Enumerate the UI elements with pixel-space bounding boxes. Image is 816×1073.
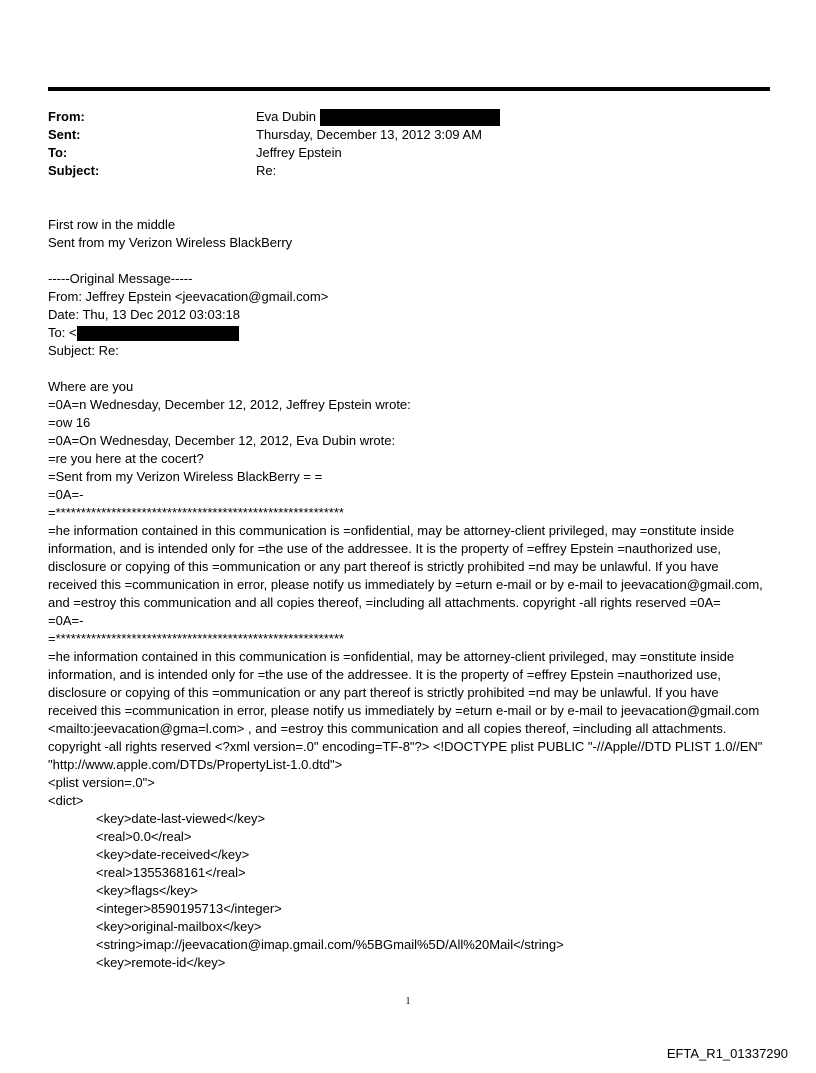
original-from: From: Jeffrey Epstein <jeevacation@gmail.com> <box>48 289 329 304</box>
thread-line: =0A=On Wednesday, December 12, 2012, Eva Dubin wrote: <box>48 433 396 448</box>
plist-line: <key>original-mailbox</key> <box>96 919 262 934</box>
redaction-box <box>320 109 500 126</box>
plist-line: <key>remote-id</key> <box>96 955 226 970</box>
thread-line: =ow 16 <box>48 415 91 430</box>
plist-open: <plist version=.0"> <box>48 775 155 790</box>
thread-line: =0A=n Wednesday, December 12, 2012, Jeffrey Epstein wrote: <box>48 397 411 412</box>
email-body <box>48 216 770 972</box>
plist-line: <integer>8590195713</integer> <box>96 901 282 916</box>
reply-signature: Sent from my Verizon Wireless BlackBerry <box>48 235 293 250</box>
sent-value: Thursday, December 13, 2012 3:09 AM <box>256 127 482 142</box>
dict-open: <dict> <box>48 793 84 808</box>
disclaimer-paragraph: =he information contained in this communication is =onfidential, may be attorney-client privileged, may =onstitute inside information, and is intended only for =the use of the addressee. It is the property of =effrey Epstein =nauthorized use, disclosure or copying of this =ommunication or any part thereof is strictly prohibited =nd may be unlawful. If you have received this =communication in error, please notify us immediately by =eturn e-mail or by e-mail to jeevacation@gmail.com, and =estroy this communication and all copies thereof, =including all attachments. copyright -all rights reserved =0A= <box>48 523 763 610</box>
asterisk-line: =********************************************************* <box>48 505 344 520</box>
original-to-prefix: To: < <box>48 325 77 340</box>
plist-line: <key>date-last-viewed</key> <box>96 811 266 826</box>
redaction-box <box>77 326 239 341</box>
disclaimer-paragraph: =he information contained in this communication is =onfidential, may be attorney-client privileged, may =onstitute inside information, and is intended only for =the use of the addressee. It is the property of =effrey Epstein =nauthorized use, disclosure or copying of this =ommunication or any part thereof is strictly prohibited =nd may be unlawful. If you have received this =communication in error, please notify us immediately by =eturn e-mail or by e-mail to jeevacation@gmail.com <mailto:jeevacation@gma=l.com> , and =estroy this communication and all copies thereof, =including all attachments. copyright -all rights reserved <?xml version=.0" encoding=TF-8"?> <!DOCTYPE plist PUBLIC "-//Apple//DTD PLIST 1.0//EN" "http://www.apple.com/DTDs/PropertyList-1.0.dtd"> <box>48 649 763 772</box>
plist-line: <real>0.0</real> <box>96 829 192 844</box>
thread-line: =re you here at the cocert? <box>48 451 204 466</box>
to-value: Jeffrey Epstein <box>256 145 342 160</box>
thread-line: Where are you <box>48 379 134 394</box>
thread-line: =0A=- <box>48 487 84 502</box>
original-divider: -----Original Message----- <box>48 271 193 286</box>
sent-label: Sent: <box>48 127 81 142</box>
original-subject: Subject: Re: <box>48 343 119 358</box>
to-label: To: <box>48 145 68 160</box>
subject-label: Subject: <box>48 163 100 178</box>
reply-line: First row in the middle <box>48 217 176 232</box>
original-to <box>48 324 770 342</box>
from-value <box>256 108 500 126</box>
subject-value: Re: <box>256 163 277 178</box>
from-label: From: <box>48 109 85 124</box>
separator-line: =0A=- <box>48 613 84 628</box>
from-name: Eva Dubin <box>256 109 316 124</box>
thread-line: =Sent from my Verizon Wireless BlackBerry = = <box>48 469 323 484</box>
plist-line: <string>imap://jeevacation@imap.gmail.com/%5BGmail%5D/All%20Mail</string> <box>96 937 564 952</box>
header-rule <box>48 87 770 91</box>
plist-line: <real>1355368161</real> <box>96 865 246 880</box>
original-date: Date: Thu, 13 Dec 2012 03:03:18 <box>48 307 241 322</box>
plist-line: <key>flags</key> <box>96 883 198 898</box>
page-number: 1 <box>405 996 411 1007</box>
plist-line: <key>date-received</key> <box>96 847 250 862</box>
asterisk-line: =********************************************************* <box>48 631 344 646</box>
bates-number: EFTA_R1_01337290 <box>666 1046 788 1061</box>
